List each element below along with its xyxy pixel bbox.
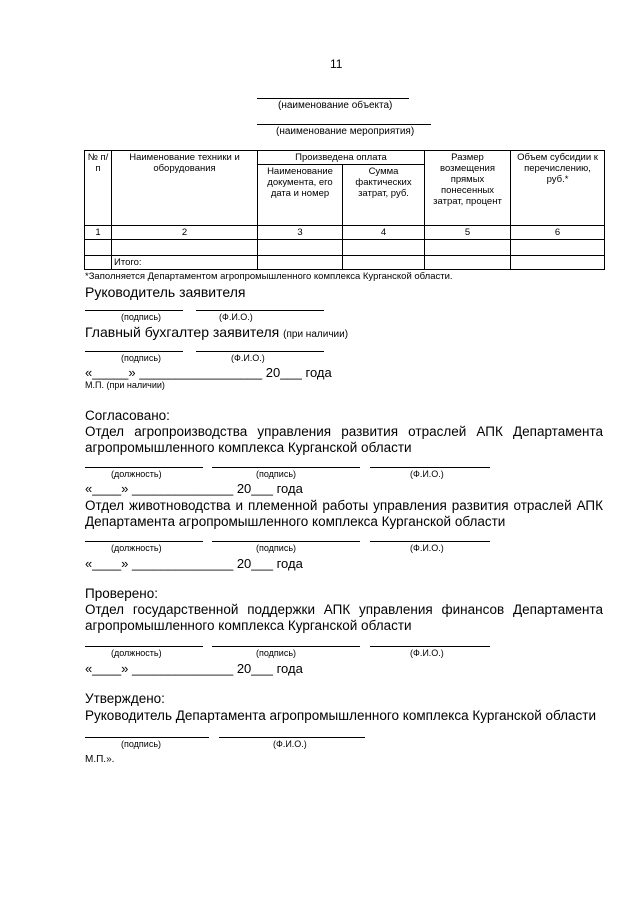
checked-heading: Проверено: bbox=[85, 586, 158, 601]
header-doc: Наименование документа, его дата и номер bbox=[258, 165, 343, 226]
empty-cell bbox=[511, 256, 605, 270]
signature-line bbox=[212, 646, 360, 647]
chief-accountant-label: Главный бухгалтер заявителя bbox=[85, 324, 280, 340]
fio-line bbox=[370, 541, 490, 542]
empty-cell bbox=[258, 256, 343, 270]
empty-cell bbox=[258, 240, 343, 256]
fio-caption: (Ф.И.О.) bbox=[219, 312, 253, 322]
dept1-line2: агропромышленного комплекса Курганской области bbox=[85, 440, 412, 455]
signature-line bbox=[212, 541, 360, 542]
date-line: «_____» _________________ 20___ года bbox=[85, 365, 332, 380]
position-line bbox=[85, 646, 203, 647]
table-numbers-row bbox=[85, 226, 605, 240]
signature-line bbox=[85, 737, 209, 738]
date-line: «____» ______________ 20___ года bbox=[85, 661, 303, 676]
approved-heading: Утверждено: bbox=[85, 691, 165, 706]
num-cell: 6 bbox=[511, 226, 605, 240]
dept3-line2: агропромышленного комплекса Курганской области bbox=[85, 618, 412, 633]
costs-table bbox=[84, 150, 605, 270]
object-caption: (наименование объекта) bbox=[278, 100, 393, 111]
fio-caption: (Ф.И.О.) bbox=[231, 353, 265, 363]
num-cell: 2 bbox=[112, 226, 258, 240]
head-applicant: Руководитель заявителя bbox=[85, 284, 246, 300]
header-paid: Произведена оплата bbox=[258, 151, 425, 165]
date-line: «____» ______________ 20___ года bbox=[85, 481, 303, 496]
num-cell: 5 bbox=[425, 226, 511, 240]
dept2-line1: Отдел животноводства и племенной работы управления развития отраслей АПК bbox=[85, 498, 603, 513]
total-label: Итого: bbox=[112, 256, 258, 270]
footnote: *Заполняется Департаментом агропромышленного комплекса Курганской области. bbox=[85, 271, 453, 282]
signature-line bbox=[85, 310, 183, 311]
signature-caption: (подпись) bbox=[121, 353, 162, 363]
agreed-heading: Согласовано: bbox=[85, 408, 170, 423]
dept3-line1: Отдел государственной поддержки АПК управления финансов Департамента bbox=[85, 602, 603, 617]
empty-cell bbox=[425, 240, 511, 256]
head-dept: Руководитель Департамента агропромышленного комплекса Курганской области bbox=[85, 708, 597, 723]
table-empty-row bbox=[85, 240, 605, 256]
table-total-row bbox=[85, 256, 605, 270]
signature-caption: (подпись) bbox=[256, 648, 297, 658]
position-line bbox=[85, 541, 203, 542]
fio-caption: (Ф.И.О.) bbox=[410, 469, 444, 479]
empty-cell bbox=[343, 240, 425, 256]
empty-cell bbox=[511, 240, 605, 256]
fio-line bbox=[370, 646, 490, 647]
empty-cell bbox=[343, 256, 425, 270]
header-rate: Размер возмещения прямых понесенных затрат, процент bbox=[425, 151, 511, 226]
fio-line bbox=[196, 351, 324, 352]
signature-caption: (подпись) bbox=[256, 469, 297, 479]
date-line: «____» ______________ 20___ года bbox=[85, 556, 303, 571]
position-caption: (должность) bbox=[111, 469, 162, 479]
signature-caption: (подпись) bbox=[121, 312, 162, 322]
signature-line bbox=[212, 467, 360, 468]
position-caption: (должность) bbox=[111, 648, 162, 658]
header-volume: Объем субсидии к перечислению, руб.* bbox=[511, 151, 605, 226]
header-num: № п/п bbox=[85, 151, 112, 226]
header-sum: Сумма фактических затрат, руб. bbox=[343, 165, 425, 226]
signature-caption: (подпись) bbox=[256, 543, 297, 553]
num-cell: 4 bbox=[343, 226, 425, 240]
mp-end: М.П.». bbox=[85, 754, 115, 765]
table-header-row bbox=[85, 151, 605, 165]
num-cell: 1 bbox=[85, 226, 112, 240]
empty-cell bbox=[112, 240, 258, 256]
fio-line bbox=[219, 737, 365, 738]
empty-cell bbox=[85, 240, 112, 256]
fio-caption: (Ф.И.О.) bbox=[273, 739, 307, 749]
signature-caption: (подпись) bbox=[121, 739, 162, 749]
chief-accountant bbox=[85, 324, 348, 340]
fio-line bbox=[196, 310, 324, 311]
fio-caption: (Ф.И.О.) bbox=[410, 543, 444, 553]
signature-line bbox=[85, 351, 183, 352]
page-number: 11 bbox=[330, 57, 343, 71]
dept1-line1: Отдел агропроизводства управления развития отраслей АПК Департамента bbox=[85, 424, 603, 439]
empty-cell bbox=[425, 256, 511, 270]
position-line bbox=[85, 467, 203, 468]
object-line bbox=[257, 98, 409, 99]
event-line bbox=[257, 124, 431, 125]
if-available: (при наличии) bbox=[283, 329, 349, 340]
header-name: Наименование техники и оборудования bbox=[112, 151, 258, 226]
num-cell: 3 bbox=[258, 226, 343, 240]
position-caption: (должность) bbox=[111, 543, 162, 553]
fio-line bbox=[370, 467, 490, 468]
dept2-line2: Департамента агропромышленного комплекса Курганской области bbox=[85, 514, 506, 529]
fio-caption: (Ф.И.О.) bbox=[410, 648, 444, 658]
mp-if-available: М.П. (при наличии) bbox=[85, 380, 165, 390]
event-caption: (наименование мероприятия) bbox=[276, 126, 415, 137]
empty-cell bbox=[85, 256, 112, 270]
